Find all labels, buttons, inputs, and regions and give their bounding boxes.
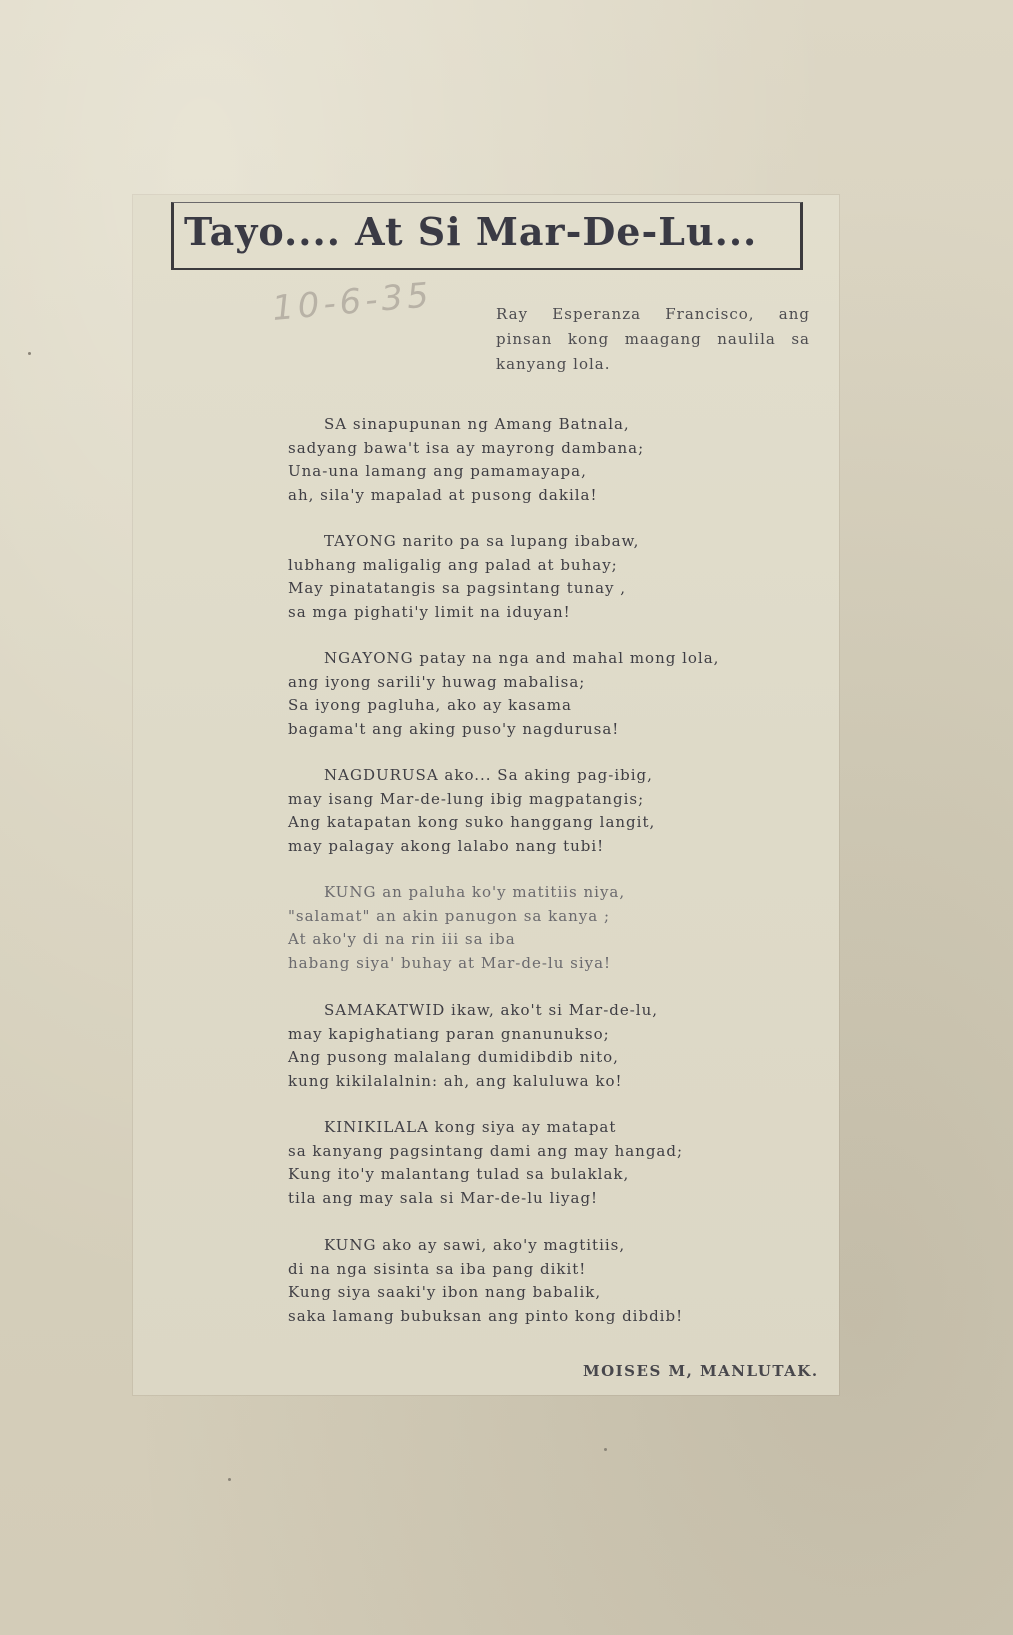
stanza-line: TAYONG narito pa sa lupang ibabaw,: [324, 532, 640, 550]
stanza-line: kung kikilalalnin: ah, ang kaluluwa ko!: [288, 1071, 623, 1090]
stanza-line: SA sinapupunan ng Amang Batnala,: [324, 415, 630, 433]
title-frame: [171, 202, 803, 270]
stanza-7: [288, 1116, 748, 1210]
stanza-line: NAGDURUSA ako... Sa aking pag-ibig,: [324, 766, 653, 784]
stanza-line: KINIKILALA kong siya ay matapat: [324, 1118, 617, 1136]
stanza-6: [288, 999, 748, 1093]
stanza-line: bagama't ang aking puso'y nagdurusa!: [288, 719, 620, 738]
stanza-line: habang siya' buhay at Mar-de-lu siya!: [288, 953, 612, 972]
paper-speck: [228, 1478, 231, 1481]
stanza-line: Sa iyong pagluha, ako ay kasama: [288, 696, 572, 714]
stanza-5: [288, 881, 748, 975]
stanza-line: Una-una lamang ang pamamayapa,: [288, 462, 587, 480]
stanza-line: lubhang maligalig ang palad at buhay;: [288, 555, 618, 574]
stanza-line: May pinatatangis sa pagsintang tunay ,: [288, 579, 627, 597]
stanza-8: [288, 1234, 748, 1328]
paper-speck: [28, 352, 31, 355]
stanza-line: KUNG ako ay sawi, ako'y magtitiis,: [324, 1236, 626, 1254]
stanza-line: may kapighatiang paran gnanunukso;: [288, 1024, 610, 1043]
stanza-3: [288, 647, 748, 741]
stanza-4: [288, 764, 748, 858]
stanza-1: [288, 413, 748, 507]
stanza-line: sadyang bawa't isa ay mayrong dambana;: [288, 438, 645, 457]
handwritten-date: 10-6-35: [270, 275, 435, 329]
stanza-line: Ang pusong malalang dumidibdib nito,: [288, 1048, 619, 1066]
stanza-line: ang iyong sarili'y huwag mabalisa;: [288, 672, 586, 691]
stanza-line: Ang katapatan kong suko hanggang langit,: [288, 813, 656, 831]
stanza-line: tila ang may sala si Mar-de-lu liyag!: [288, 1188, 599, 1207]
stanza-line: di na nga sisinta sa iba pang dikit!: [288, 1259, 587, 1278]
stanza-2: [288, 530, 748, 624]
stanza-line: may isang Mar-de-lung ibig magpatangis;: [288, 789, 645, 808]
author-signature: MOISES M, MANLUTAK.: [583, 1362, 819, 1380]
dedication: Ray Esperanza Francisco, ang pinsan kong maagang naulila sa kanyang lola.: [496, 305, 810, 373]
stanza-line: may palagay akong lalabo nang tubi!: [288, 836, 605, 855]
stanza-line: SAMAKATWID ikaw, ako't si Mar-de-lu,: [324, 1001, 659, 1019]
stanza-line: sa mga pighati'y limit na iduyan!: [288, 602, 571, 621]
stanza-line: At ako'y di na rin iii sa iba: [288, 930, 516, 948]
stanza-line: sa kanyang pagsintang dami ang may hangad;: [288, 1141, 684, 1160]
stanza-line: "salamat" an akin panugon sa kanya ;: [288, 906, 611, 925]
paper-speck: [604, 1448, 607, 1451]
stanza-line: ah, sila'y mapalad at pusong dakila!: [288, 485, 598, 504]
stanza-line: KUNG an paluha ko'y matitiis niya,: [324, 883, 626, 901]
stanza-line: NGAYONG patay na nga and mahal mong lola,: [324, 649, 720, 667]
stanza-line: Kung siya saaki'y ibon nang babalik,: [288, 1283, 602, 1301]
stanza-line: Kung ito'y malantang tulad sa bulaklak,: [288, 1165, 630, 1183]
poem-title: Tayo.... At Si Mar-De-Lu...: [184, 209, 758, 254]
stanza-line: saka lamang bubuksan ang pinto kong dibdib!: [288, 1306, 684, 1325]
